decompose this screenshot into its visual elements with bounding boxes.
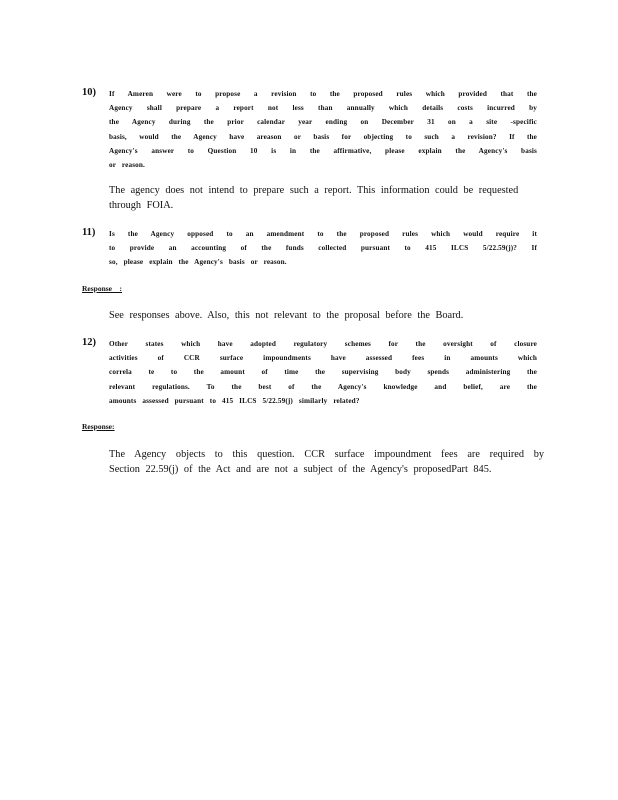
question-12-line: Other states which have adopted regulatory schemes for the oversight of closure	[109, 340, 537, 348]
question-10-number: 10)	[82, 87, 96, 98]
question-10-text	[109, 87, 537, 172]
answer-11	[109, 309, 544, 324]
response-12-label: Response:	[82, 422, 115, 431]
question-12-line: activities of CCR surface impoundments have assessed fees in amounts which	[109, 354, 537, 363]
question-12-line: amounts assessed pursuant to 415 ILCS 5/22.59(j) similarly related?	[109, 396, 360, 405]
response-11-label: Response :	[82, 284, 123, 293]
answer-10-line: through FOIA.	[109, 199, 174, 211]
question-12-line: relevant regulations. To the best of the Agency's knowledge and belief, are the	[109, 382, 537, 391]
question-10-line: Agency shall prepare a report not less than annually which details costs incurred by	[109, 104, 537, 113]
question-10-line: Agency's answer to Question 10 is in the affirmative, please explain the Agency's basis	[109, 146, 537, 155]
question-10-line: If Ameren were to propose a revision to the proposed rules which provided that the	[109, 90, 537, 98]
answer-10-line: The agency does not intend to prepare such a report. This information could be requested	[109, 185, 519, 196]
answer-12-line: Section 22.59(j) of the Act and are not a subject of the Agency's proposedPart 845.	[109, 463, 492, 475]
question-10-line: the Agency during the prior calendar year ending on December 31 on a site -specific	[109, 118, 537, 127]
question-12-number: 12)	[82, 337, 96, 348]
question-11-line: Is the Agency opposed to an amendment to the proposed rules which would require it	[109, 230, 537, 238]
question-10-line: basis, would the Agency have areason or basis for objecting to such a revision? If the	[109, 132, 537, 141]
question-11-line: to provide an accounting of the funds collected pursuant to 415 ILCS 5/22.59(j)? If	[109, 244, 537, 253]
question-12-text	[109, 337, 537, 408]
question-12-line: correla te to the amount of time the supervising body spends administering the	[109, 368, 537, 377]
answer-12-line: The Agency objects to this question. CCR surface impoundment fees are required by	[109, 449, 544, 460]
question-11-text	[109, 227, 537, 270]
question-11-number: 11)	[82, 227, 96, 238]
answer-10	[109, 184, 544, 213]
question-11-line: so, please explain the Agency's basis or reason.	[109, 258, 287, 267]
answer-12	[109, 448, 544, 477]
question-10-line: or reason.	[109, 160, 145, 169]
answer-11-line: See responses above. Also, this not relevant to the proposal before the Board.	[109, 310, 464, 321]
